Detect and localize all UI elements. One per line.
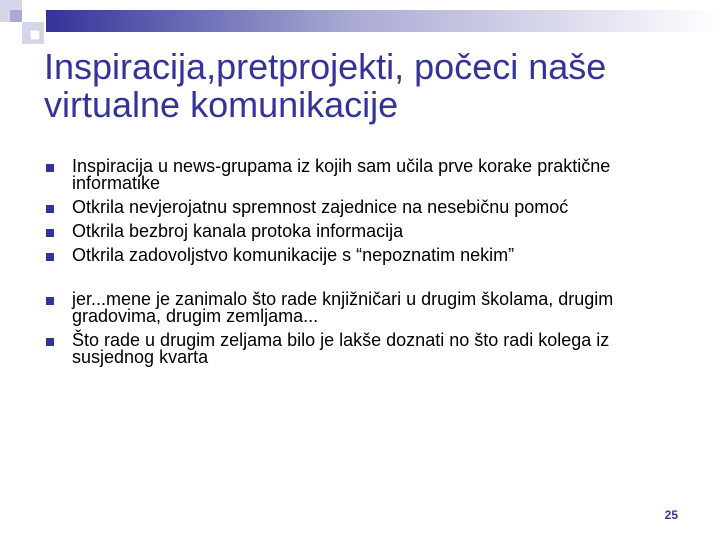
title-line-2: virtualne komunikacije — [44, 84, 399, 125]
bullet-text: jer...mene je zanimalo što rade knjižničari u drugim školama, drugim gradovima, drugim zemljama... — [72, 289, 614, 326]
square-bullet-icon — [46, 164, 54, 172]
bullet-text: Inspiracija u news-grupama iz kojih sam učila prve korake praktične informatike — [72, 156, 611, 193]
slide-title — [44, 48, 704, 124]
bullet-text: Otkrila nevjerojatnu spremnost zajednice na nesebičnu pomoć — [72, 197, 569, 217]
bullet-item — [44, 223, 684, 240]
decor-square-3 — [0, 22, 22, 44]
square-bullet-icon — [46, 338, 54, 346]
bullet-item — [44, 332, 684, 366]
decor-square-5 — [10, 10, 22, 22]
decor-square-2 — [22, 0, 44, 22]
square-bullet-icon — [46, 253, 54, 261]
bullet-text: Što rade u drugim zeljama bilo je lakše doznati no što radi kolega iz susjednog kvarta — [72, 330, 610, 367]
title-line-1: Inspiracija,pretprojekti, počeci naše — [44, 46, 607, 87]
page-number: 25 — [664, 508, 678, 522]
bullet-list — [44, 158, 684, 373]
bullet-item — [44, 247, 684, 264]
bullet-gap — [44, 271, 684, 291]
square-bullet-icon — [46, 205, 54, 213]
bullet-text: Otkrila bezbroj kanala protoka informacija — [72, 221, 404, 241]
square-bullet-icon — [46, 297, 54, 305]
square-bullet-icon — [46, 229, 54, 237]
decor-square-6 — [30, 30, 40, 40]
bullet-item — [44, 158, 684, 192]
bullet-text: Otkrila zadovoljstvo komunikacije s “nepoznatim nekim” — [72, 245, 515, 265]
header-gradient-band — [46, 10, 720, 32]
bullet-item — [44, 291, 684, 325]
bullet-item — [44, 199, 684, 216]
header-decoration — [0, 0, 720, 48]
